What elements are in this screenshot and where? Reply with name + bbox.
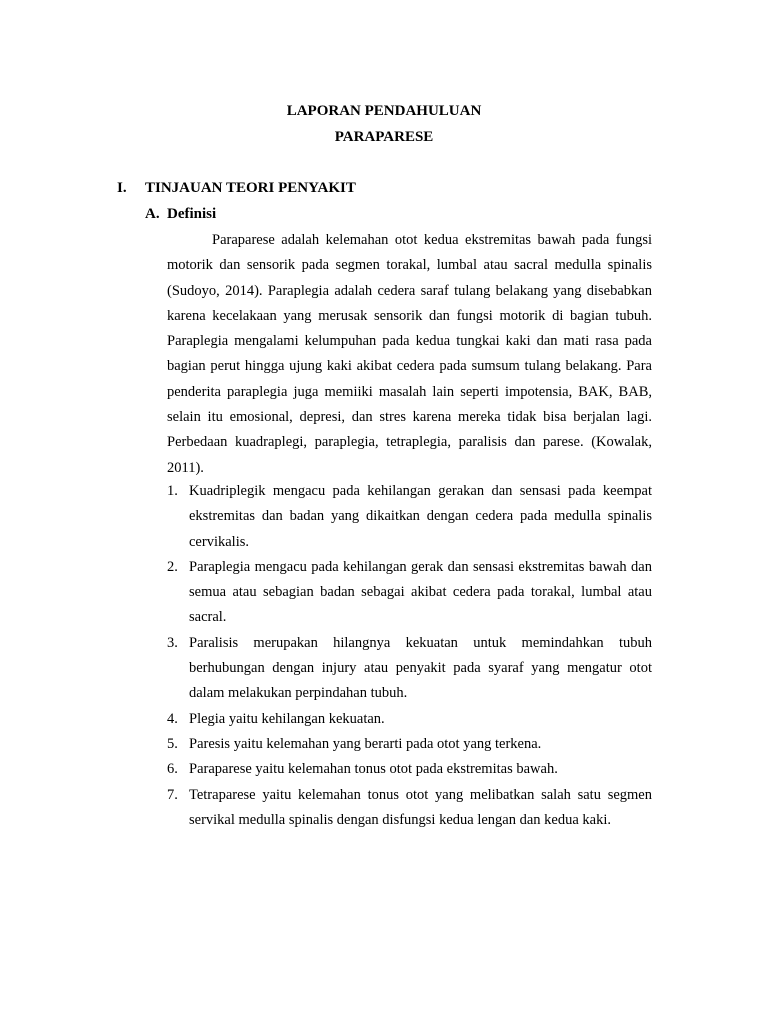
list-item (167, 479, 652, 555)
list-item (167, 783, 652, 834)
list-item (167, 555, 652, 631)
list-item-text: Paresis yaitu kelemahan yang berarti pada otot yang terkena. (189, 735, 542, 752)
list-item (167, 707, 652, 732)
list-item (167, 732, 652, 757)
definition-list (167, 479, 652, 833)
document-subtitle: PARAPARESE (334, 129, 434, 145)
definition-paragraph: Paraparese adalah kelemahan otot kedua ekstremitas bawah pada fungsi motorik dan sensorik pada segmen torakal, lumbal atau sacral medulla spinalis (Sudoyo, 2014). Paraplegia adalah cedera saraf tulang belakang yang disebabkan karena kecelakaan yang merusak sensorik dan fungsi motorik di bagian tubuh. Paraplegia mengalami kelumpuhan pada kedua tungkai kaki dan mati rasa pada bagian perut hingga ujung kaki akibat cedera pada sumsum tulang belakang. Para penderita paraplegia juga memiiki masalah lain seperti impotensia, BAK, BAB, selain itu emosional, depresi, dan stres karena mereka tidak bisa berjalan lagi. Perbedaan kuadraplegi, paraplegia, tetraplegia, paralisis dan parese. (Kowalak, 2011). (167, 232, 652, 476)
list-item-number: 2. (167, 558, 178, 575)
list-item-text: Kuadriplegik mengacu pada kehilangan gerakan dan sensasi pada keempat ekstremitas dan badan yang dikaitkan dengan cedera pada medulla spinalis cervikalis. (189, 483, 652, 550)
list-item-text: Plegia yaitu kehilangan kekuatan. (189, 710, 385, 727)
list-item-number: 3. (167, 634, 178, 651)
list-item-text: Paralisis merupakan hilangnya kekuatan untuk memindahkan tubuh berhubungan dengan injury atau penyakit pada syaraf yang mengatur otot dalam melakukan perpindahan tubuh. (189, 634, 652, 702)
list-item-number: 7. (167, 786, 178, 803)
list-item (167, 757, 652, 782)
list-item-text: Tetraparese yaitu kelemahan tonus otot yang melibatkan salah satu segmen servikal medulla spinalis dengan disfungsi kedua lengan dan kedua kaki. (189, 786, 652, 828)
list-item-number: 6. (167, 761, 178, 778)
list-item-text: Paraparese yaitu kelemahan tonus otot pada ekstremitas bawah. (189, 761, 558, 778)
section-heading: TINJAUAN TEORI PENYAKIT (145, 180, 356, 196)
document-title: LAPORAN PENDAHULUAN (286, 103, 482, 119)
section-number: I. (117, 180, 127, 196)
subsection-heading: Definisi (167, 206, 217, 222)
list-item (167, 631, 652, 707)
list-item-number: 1. (167, 483, 178, 499)
list-item-number: 4. (167, 710, 178, 727)
list-item-number: 5. (167, 735, 178, 752)
subsection-letter: A. (145, 206, 160, 222)
list-item-text: Paraplegia mengacu pada kehilangan gerak dan sensasi ekstremitas bawah dan semua atau sebagian badan sebagai akibat cedera pada torakal, lumbal atau sacral. (189, 558, 652, 626)
